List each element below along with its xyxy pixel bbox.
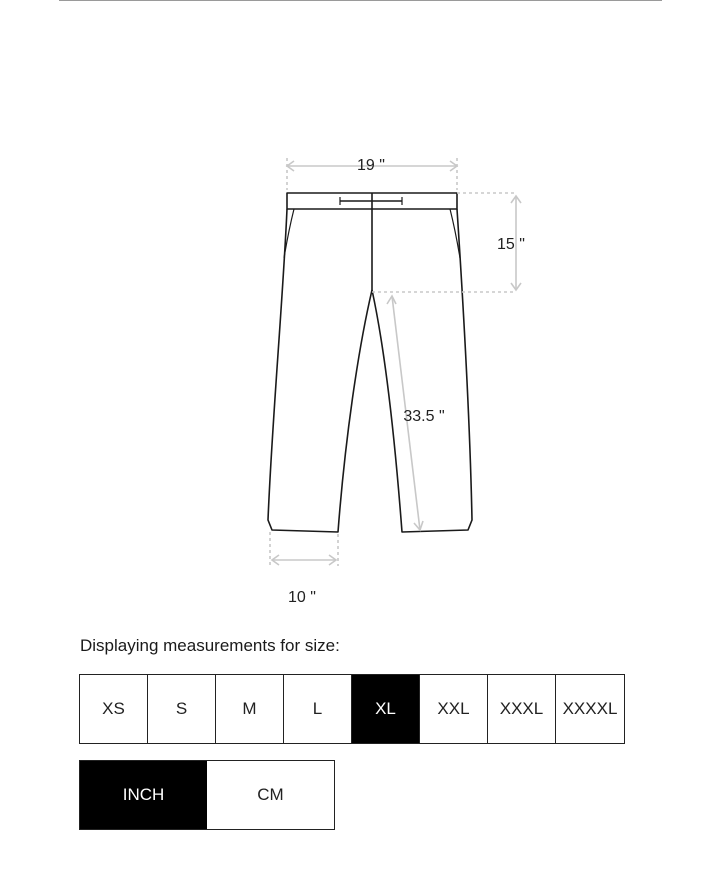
size-option-xl[interactable]: XL: [352, 675, 420, 743]
leg-opening-label: 10 ": [288, 589, 316, 606]
unit-option-inch[interactable]: INCH: [80, 761, 207, 829]
size-option-xxxxl[interactable]: XXXXL: [556, 675, 624, 743]
size-selector: [79, 674, 625, 744]
waist-label: 19 ": [357, 157, 385, 174]
pants-illustration: [268, 193, 472, 532]
size-option-xs[interactable]: XS: [80, 675, 148, 743]
size-option-xxl[interactable]: XXL: [420, 675, 488, 743]
unit-selector: [79, 760, 335, 830]
dimension-lines: [270, 158, 521, 566]
inseam-label: 33.5 ": [403, 408, 445, 425]
rise-label: 15 ": [497, 236, 525, 253]
size-option-xxxl[interactable]: XXXL: [488, 675, 556, 743]
size-option-l[interactable]: L: [284, 675, 352, 743]
size-option-m[interactable]: M: [216, 675, 284, 743]
size-caption: Displaying measurements for size:: [80, 636, 340, 655]
right-leg: [372, 209, 472, 532]
unit-option-cm[interactable]: CM: [207, 761, 334, 829]
size-option-s[interactable]: S: [148, 675, 216, 743]
